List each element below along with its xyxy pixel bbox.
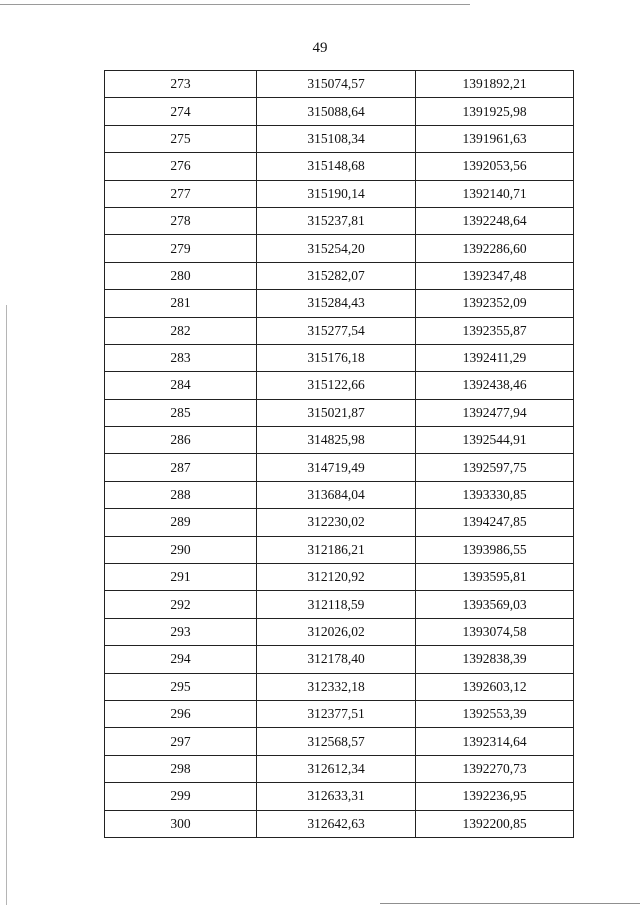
y-coordinate-cell: 1391961,63 — [416, 125, 574, 152]
point-number-cell: 283 — [105, 344, 257, 371]
x-coordinate-cell: 315088,64 — [257, 98, 416, 125]
x-coordinate-cell: 312120,92 — [257, 564, 416, 591]
point-number-cell: 286 — [105, 427, 257, 454]
table-row — [105, 180, 574, 207]
x-coordinate-cell: 315237,81 — [257, 207, 416, 234]
y-coordinate-cell: 1392286,60 — [416, 235, 574, 262]
table-row — [105, 235, 574, 262]
x-coordinate-cell: 315122,66 — [257, 372, 416, 399]
x-coordinate-cell: 312612,34 — [257, 755, 416, 782]
x-coordinate-cell: 312178,40 — [257, 646, 416, 673]
x-coordinate-cell: 315021,87 — [257, 399, 416, 426]
y-coordinate-cell: 1392553,39 — [416, 700, 574, 727]
point-number-cell: 277 — [105, 180, 257, 207]
y-coordinate-cell: 1391925,98 — [416, 98, 574, 125]
table-row — [105, 399, 574, 426]
table-row — [105, 673, 574, 700]
table-row — [105, 509, 574, 536]
x-coordinate-cell: 315254,20 — [257, 235, 416, 262]
y-coordinate-cell: 1392477,94 — [416, 399, 574, 426]
y-coordinate-cell: 1392053,56 — [416, 153, 574, 180]
table-row — [105, 810, 574, 837]
table-row — [105, 317, 574, 344]
x-coordinate-cell: 312230,02 — [257, 509, 416, 536]
point-number-cell: 298 — [105, 755, 257, 782]
table-row — [105, 481, 574, 508]
y-coordinate-cell: 1392355,87 — [416, 317, 574, 344]
y-coordinate-cell: 1392347,48 — [416, 262, 574, 289]
y-coordinate-cell: 1392270,73 — [416, 755, 574, 782]
point-number-cell: 282 — [105, 317, 257, 344]
table-row — [105, 98, 574, 125]
point-number-cell: 293 — [105, 618, 257, 645]
y-coordinate-cell: 1394247,85 — [416, 509, 574, 536]
scan-edge-top — [0, 4, 470, 5]
y-coordinate-cell: 1393330,85 — [416, 481, 574, 508]
point-number-cell: 273 — [105, 71, 257, 98]
x-coordinate-cell: 315148,68 — [257, 153, 416, 180]
scan-edge-bottom — [380, 903, 640, 904]
x-coordinate-cell: 312026,02 — [257, 618, 416, 645]
x-coordinate-cell: 315108,34 — [257, 125, 416, 152]
x-coordinate-cell: 314825,98 — [257, 427, 416, 454]
point-number-cell: 280 — [105, 262, 257, 289]
point-number-cell: 275 — [105, 125, 257, 152]
point-number-cell: 292 — [105, 591, 257, 618]
table-row — [105, 372, 574, 399]
table-row — [105, 728, 574, 755]
y-coordinate-cell: 1392544,91 — [416, 427, 574, 454]
x-coordinate-cell: 315282,07 — [257, 262, 416, 289]
x-coordinate-cell: 315284,43 — [257, 290, 416, 317]
y-coordinate-cell: 1392838,39 — [416, 646, 574, 673]
y-coordinate-cell: 1392603,12 — [416, 673, 574, 700]
point-number-cell: 297 — [105, 728, 257, 755]
point-number-cell: 276 — [105, 153, 257, 180]
table-row — [105, 344, 574, 371]
x-coordinate-cell: 313684,04 — [257, 481, 416, 508]
x-coordinate-cell: 312568,57 — [257, 728, 416, 755]
point-number-cell: 299 — [105, 783, 257, 810]
y-coordinate-cell: 1392597,75 — [416, 454, 574, 481]
x-coordinate-cell: 315074,57 — [257, 71, 416, 98]
table-row — [105, 783, 574, 810]
point-number-cell: 300 — [105, 810, 257, 837]
table-row — [105, 618, 574, 645]
y-coordinate-cell: 1393074,58 — [416, 618, 574, 645]
table-row — [105, 290, 574, 317]
table-row — [105, 700, 574, 727]
table-row — [105, 564, 574, 591]
x-coordinate-cell: 312642,63 — [257, 810, 416, 837]
point-number-cell: 291 — [105, 564, 257, 591]
y-coordinate-cell: 1392438,46 — [416, 372, 574, 399]
table-row — [105, 646, 574, 673]
y-coordinate-cell: 1392140,71 — [416, 180, 574, 207]
table-row — [105, 591, 574, 618]
y-coordinate-cell: 1393595,81 — [416, 564, 574, 591]
page-number: 49 — [312, 40, 328, 56]
y-coordinate-cell: 1392248,64 — [416, 207, 574, 234]
x-coordinate-cell: 312332,18 — [257, 673, 416, 700]
y-coordinate-cell: 1393569,03 — [416, 591, 574, 618]
table-row — [105, 71, 574, 98]
y-coordinate-cell: 1392411,29 — [416, 344, 574, 371]
x-coordinate-cell: 315176,18 — [257, 344, 416, 371]
table-row — [105, 207, 574, 234]
y-coordinate-cell: 1393986,55 — [416, 536, 574, 563]
scan-edge-left — [6, 305, 7, 905]
y-coordinate-cell: 1392314,64 — [416, 728, 574, 755]
y-coordinate-cell: 1392236,95 — [416, 783, 574, 810]
x-coordinate-cell: 312186,21 — [257, 536, 416, 563]
table-row — [105, 153, 574, 180]
coordinates-table — [104, 70, 574, 838]
point-number-cell: 284 — [105, 372, 257, 399]
point-number-cell: 287 — [105, 454, 257, 481]
x-coordinate-cell: 312118,59 — [257, 591, 416, 618]
point-number-cell: 294 — [105, 646, 257, 673]
point-number-cell: 295 — [105, 673, 257, 700]
table-row — [105, 125, 574, 152]
coordinates-table-body — [105, 71, 574, 838]
y-coordinate-cell: 1392200,85 — [416, 810, 574, 837]
table-row — [105, 427, 574, 454]
x-coordinate-cell: 312633,31 — [257, 783, 416, 810]
point-number-cell: 278 — [105, 207, 257, 234]
table-row — [105, 454, 574, 481]
point-number-cell: 285 — [105, 399, 257, 426]
point-number-cell: 274 — [105, 98, 257, 125]
point-number-cell: 289 — [105, 509, 257, 536]
table-row — [105, 262, 574, 289]
y-coordinate-cell: 1392352,09 — [416, 290, 574, 317]
y-coordinate-cell: 1391892,21 — [416, 71, 574, 98]
x-coordinate-cell: 314719,49 — [257, 454, 416, 481]
x-coordinate-cell: 312377,51 — [257, 700, 416, 727]
x-coordinate-cell: 315190,14 — [257, 180, 416, 207]
point-number-cell: 296 — [105, 700, 257, 727]
point-number-cell: 281 — [105, 290, 257, 317]
table-row — [105, 536, 574, 563]
point-number-cell: 279 — [105, 235, 257, 262]
x-coordinate-cell: 315277,54 — [257, 317, 416, 344]
point-number-cell: 290 — [105, 536, 257, 563]
table-row — [105, 755, 574, 782]
point-number-cell: 288 — [105, 481, 257, 508]
